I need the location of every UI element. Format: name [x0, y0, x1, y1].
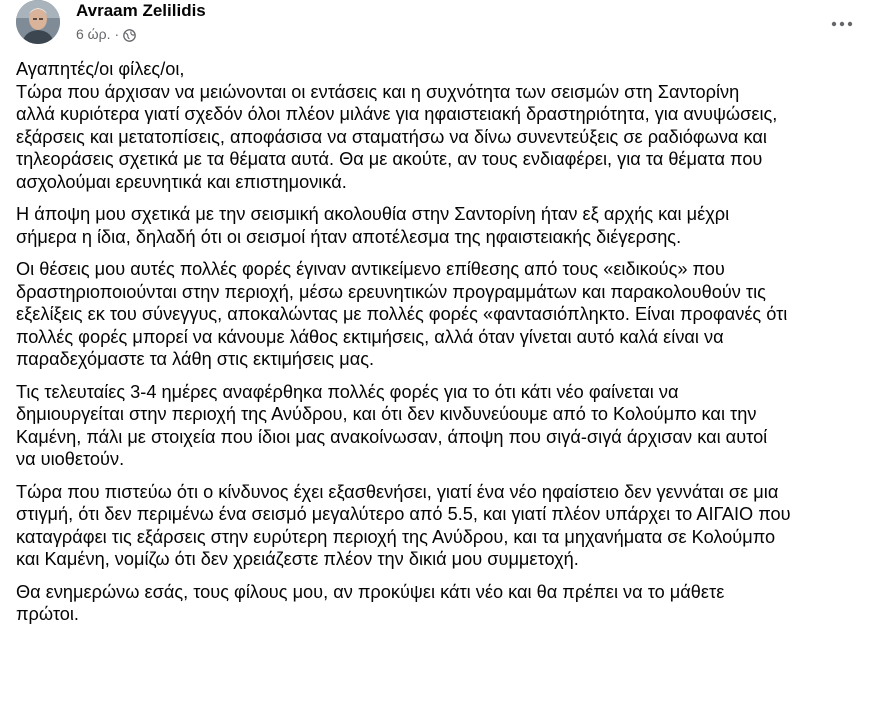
post-paragraph — [16, 58, 868, 193]
post-text-line: στιγμή, ότι δεν περιμένω ένα σεισμό μεγαλύτερο από 5.5, και γιατί πλέον υπάρχει το ΑΙΓΑΙΟ που — [16, 504, 791, 524]
post-text-line: ασχολούμαι ερευνητικά και επιστημονικά. — [16, 171, 347, 192]
post-text-line: Τώρα που άρχισαν να μειώνονται οι εντάσεις και η συχνότητα των σεισμών στη Σαντορίνη — [16, 81, 740, 102]
post-text-line: παραδεχόμαστε τα λάθη στις εκτιμήσεις μας. — [16, 349, 375, 369]
globe-icon[interactable] — [123, 28, 136, 41]
author-name[interactable]: Avraam Zelilidis — [76, 1, 206, 20]
post-text-line: τηλεοράσεις σχετικά με τα θέματα αυτά. Θα με ακούτε, αν τους ενδιαφέρει, για τα θέματα που — [16, 149, 763, 169]
post-text-line: εξάρσεις και μετατοπίσεις, αποφάσισα να σταματήσω να δίνω συνεντεύξεις σε ραδιόφωνα και — [16, 126, 767, 147]
post-paragraph — [16, 258, 868, 371]
post-text-line: Τώρα που πιστεύω ότι ο κίνδυνος έχει εξασθενήσει, γιατί ένα νέο ηφαίστειο δεν γεννάται σε μια — [16, 481, 779, 502]
post-text-line: δραστηριοποιούνται στην περιοχή, μέσω ερευνητικών προγραμμάτων και παρακολουθούν τις — [16, 281, 766, 302]
post-text-line: Οι θέσεις μου αυτές πολλές φορές έγιναν αντικείμενο επίθεσης από τους «ειδικούς» που — [16, 259, 725, 279]
post-text-line: Θα ενημερώνω εσάς, τους φίλους μου, αν προκύψει κάτι νέο και θα πρέπει να το μάθετε — [16, 581, 725, 602]
post-timestamp[interactable]: 6 ώρ. — [76, 26, 111, 42]
post-text-line: αλλά κυριότερα γιατί σχεδόν όλοι πλέον μιλάνε για ηφαιστειακή δραστηριότητα, για ανυψώσεις, — [16, 104, 778, 124]
post-text-line: Αγαπητές/οι φίλες/οι, — [16, 59, 185, 79]
post-text-line: Η άποψη μου σχετικά με την σεισμική ακολουθία στην Σαντορίνη ήταν εξ αρχής και μέχρι — [16, 204, 730, 224]
post-text — [16, 58, 868, 636]
post-paragraph — [16, 203, 868, 248]
post-paragraph — [16, 481, 868, 571]
post-text-line: πρώτοι. — [16, 604, 79, 624]
post-text-line: πολλές φορές μπορεί να κάνουμε λάθος εκτιμήσεις, αλλά όταν γίνεται αυτό καλά είναι να — [16, 326, 724, 347]
post-text-line: και Καμένη, νομίζω ότι δεν χρειάζεστε πλέον την δικιά μου συμμετοχή. — [16, 549, 579, 569]
post-text-line: Τις τελευταίες 3-4 ημέρες αναφέρθηκα πολλές φορές για το ότι κάτι νέο φαίνεται να — [16, 381, 679, 402]
post-text-line: εξελίξεις εκ του σύνεγγυς, αποκαλώντας με πολλές φορές «φαντασιόπληκτο. Είναι προφανές ότι — [16, 304, 788, 324]
more-options-button[interactable] — [824, 6, 860, 42]
post-meta — [76, 25, 136, 43]
avatar-photo — [16, 0, 60, 44]
post-paragraph — [16, 381, 868, 471]
post-text-line: καταγράφει τις εξάρσεις στην ευρύτερη περιοχή της Ανύδρου, και τα μηχανήματα σε Κολούμπο — [16, 526, 776, 547]
post-text-line: σήμερα η ίδια, δηλαδή ότι οι σεισμοί ήταν αποτέλεσμα της ηφαιστειακής διέγερσης. — [16, 226, 682, 247]
post-header — [12, 0, 868, 48]
more-options-icon — [830, 20, 854, 28]
meta-separator: · — [114, 26, 120, 42]
post-text-line: δημιουργείται στην περιοχή της Ανύδρου, και ότι δεν κινδυνεύουμε από το Κολούμπο και την — [16, 404, 757, 424]
post-text-line: Καμένη, πάλι με στοιχεία που ίδιοι μας ανακοίνωσαν, άποψη που σιγά-σιγά άρχισαν και αυτοί — [16, 426, 768, 447]
post-text-line: να υιοθετούν. — [16, 449, 125, 469]
post-paragraph — [16, 581, 868, 626]
avatar[interactable] — [16, 0, 60, 44]
